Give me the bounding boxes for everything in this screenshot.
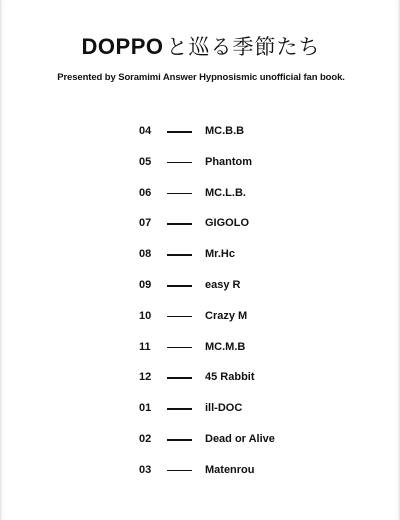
toc-number: 02 — [139, 432, 152, 445]
page-title — [1, 32, 400, 62]
toc-number: 05 — [139, 155, 152, 168]
toc-dash-separator — [167, 439, 192, 441]
toc-number: 07 — [139, 217, 152, 230]
toc-name: Matenrou — [205, 463, 255, 476]
toc-row — [1, 362, 400, 393]
toc-number: 01 — [139, 402, 152, 415]
toc-dash-separator — [167, 377, 192, 379]
toc-number: 10 — [139, 309, 152, 322]
toc-number: 09 — [139, 278, 152, 291]
toc-row — [1, 301, 400, 332]
toc-row — [1, 455, 400, 486]
toc-dash-separator — [167, 193, 192, 195]
toc-number: 04 — [139, 125, 152, 137]
toc-dash-separator — [167, 254, 192, 256]
toc-row — [1, 332, 400, 363]
toc-number: 11 — [139, 340, 151, 353]
toc-number: 03 — [139, 463, 152, 476]
toc-name: MC.B.B — [205, 125, 245, 137]
toc-number: 12 — [139, 371, 152, 384]
toc-dash-separator — [167, 347, 192, 349]
toc-name: MC.M.B — [205, 340, 246, 353]
toc-row — [1, 239, 400, 270]
toc-number: 08 — [139, 248, 152, 261]
toc-name: Phantom — [205, 155, 253, 168]
title-japanese: と巡る季節たち — [166, 35, 321, 59]
table-of-contents — [1, 116, 400, 486]
toc-dash-separator — [167, 131, 192, 133]
toc-row — [1, 270, 400, 301]
toc-dash-separator — [167, 162, 192, 164]
toc-name: Mr.Hc — [205, 248, 235, 261]
title-latin: DOPPO — [81, 34, 164, 59]
toc-name: ill-DOC — [205, 402, 243, 415]
toc-dash-separator — [167, 470, 192, 472]
toc-name: easy R — [205, 278, 241, 291]
toc-number: 06 — [139, 186, 152, 199]
toc-name: Dead or Alive — [205, 432, 275, 445]
toc-dash-separator — [167, 408, 192, 410]
toc-row — [1, 424, 400, 455]
toc-dash-separator — [167, 316, 192, 318]
toc-row — [1, 147, 400, 178]
toc-name: Crazy M — [205, 309, 248, 322]
page-subtitle: Presented by Soramimi Answer Hypnosismic unofficial fan book. — [57, 72, 345, 83]
toc-dash-separator — [167, 223, 192, 225]
toc-dash-separator — [167, 285, 192, 287]
toc-row — [1, 178, 400, 209]
toc-name: GIGOLO — [205, 217, 249, 230]
toc-name: 45 Rabbit — [205, 371, 255, 384]
toc-name: MC.L.B. — [205, 186, 246, 199]
toc-row — [1, 208, 400, 239]
toc-row — [1, 393, 400, 424]
toc-row — [1, 116, 400, 147]
